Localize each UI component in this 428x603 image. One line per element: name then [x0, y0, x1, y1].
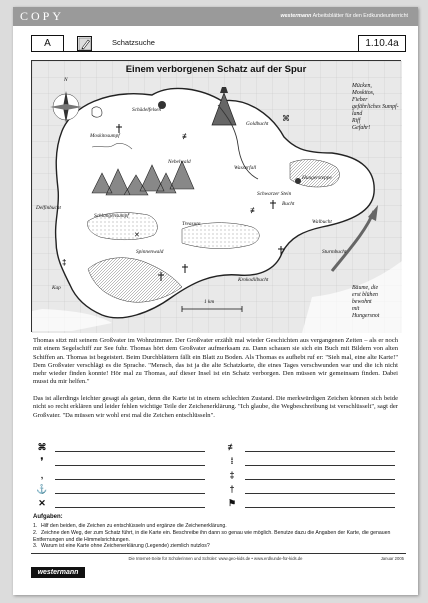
- map-symbol-icon: ❜: [40, 456, 44, 466]
- story-paragraph-2: Das ist allerdings leichter gesagt als getan, denn die Karte ist in einem schlechten Zustand. Die merkwürdigen Zeichen können sich beide nicht so recht erklären und leider fehlen wichtige Teile der Zeichenerklärung. "Ich glaube, die Wegbeschreibung ist verschlüsselt", sagt der Großvater. "Da müssen wir wohl erst mal die Zeichen entschlüsseln".: [33, 395, 398, 419]
- svg-text:≢: ≢: [182, 132, 190, 141]
- place-mist-forest: Nebelwald: [168, 159, 191, 165]
- task-number: 1.: [33, 523, 38, 529]
- series-name: Arbeitsblätter für den Erdkundeunterricht: [312, 13, 408, 19]
- westermann-logo: westermann: [31, 567, 85, 578]
- answer-line[interactable]: [245, 493, 395, 494]
- place-hungry-steppe: Hungersteppe: [302, 175, 332, 181]
- level-box: A: [31, 35, 64, 52]
- answer-line[interactable]: [245, 451, 395, 452]
- legend-top-line: Gefahr!: [352, 125, 371, 131]
- place-treasure-mark: Treasure: [182, 221, 201, 227]
- answer-line[interactable]: [245, 507, 395, 508]
- place-cape: Kap: [52, 285, 61, 291]
- symbol-row: [35, 441, 205, 455]
- place-black-stone: Schwarzer Stein: [257, 191, 292, 197]
- answer-line[interactable]: [245, 479, 395, 480]
- map-symbol-icon: ⁞: [230, 456, 234, 466]
- map-symbol-icon: ‚: [40, 470, 44, 480]
- map-legend-top: [352, 83, 399, 132]
- symbol-row: [225, 469, 395, 483]
- footer-date: Januar 2005: [380, 556, 404, 561]
- sheet-number: 1.10.4a: [358, 35, 406, 52]
- legend-bottom-line: mit: [352, 306, 360, 312]
- symbol-row: [35, 469, 205, 483]
- legend-bottom-line: Bäume, die: [352, 285, 379, 291]
- svg-text:≢: ≢: [250, 206, 258, 215]
- task-item: [33, 530, 398, 543]
- place-crocodile-bay: Krokodilbucht: [238, 277, 269, 283]
- tasks-title: Aufgaben:: [33, 514, 63, 520]
- story-paragraph-1: Thomas sitzt mit seinem Großvater im Wohnzimmer. Der Großvater erzählt mal wieder Geschichten aus vergangenen Zeiten – als er noch mit einem Segelschiff zur See fuhr. Thomas hört dem Großvater aufmerksam zu. Dann schauen sie sich ein Buch mit Bildern von alten Schiffen an. Thomas ist begeistert. Beim Durchblättern fällt ein Blatt zu Boden. Als Thomas es aufhebt ruf er: "Sieh mal, eine alte Karte!" Dem Großvater verschlägt es die Sprache. "Mensch, das ist ja die alte Schatzkarte, die eines Tages verschwunden war und die ich nicht mehr wieder finden konnte! Hör mal zu Thomas, auf dieser Insel ist ein Schatz verborgen. Den müssen wir gemeinsam finden. Dabei musst du mir helfen.": [33, 337, 398, 386]
- publisher-line: [280, 13, 408, 19]
- legend-top-line: Riff: [352, 118, 361, 124]
- legend-top-line: Moskitos,: [352, 90, 375, 96]
- task-text: Hilf den beiden, die Zeichen zu entschlüsseln und ergänze die Zeichenerklärung.: [41, 523, 227, 529]
- answer-line[interactable]: [55, 493, 205, 494]
- task-number: 3.: [33, 543, 38, 549]
- legend-bottom-line: erst blühen: [352, 292, 378, 298]
- map-symbol-icon: ⚓: [36, 484, 48, 494]
- place-snake-swamp: Schlangensumpf: [94, 213, 129, 219]
- worksheet-page: [13, 7, 418, 595]
- pencil-icon: [77, 36, 92, 51]
- task-text: Warum ist eine Karte ohne Zeichenerklärung (Legende) ziemlich nutzlos?: [41, 543, 210, 549]
- map-legend-bottom: [352, 285, 379, 320]
- answer-line[interactable]: [55, 465, 205, 466]
- place-whale-bay: Walbucht: [312, 219, 332, 225]
- worksheet-header: [31, 35, 406, 52]
- treasure-map: [31, 60, 401, 332]
- map-symbol-icon: ‡: [229, 470, 235, 480]
- map-symbol-icon: ⚑: [227, 498, 237, 508]
- legend-top-line: gefährliches Sumpf-: [352, 104, 399, 110]
- symbol-row: [225, 455, 395, 469]
- answer-line[interactable]: [55, 507, 205, 508]
- map-drawing: [32, 61, 402, 333]
- place-spider-forest: Spinnenwald: [136, 249, 164, 255]
- map-symbol-icon: ≢: [227, 442, 237, 452]
- task-number: 2.: [33, 530, 38, 536]
- symbol-row: [35, 497, 205, 511]
- task-item: [33, 523, 398, 530]
- task-item: [33, 543, 398, 550]
- legend-bottom-line: bewohnt: [352, 299, 372, 305]
- place-skull-rock: Schädelfelsen: [132, 107, 162, 113]
- task-text: Zeichne den Weg, der zum Schatz führt, in die Karte ein. Beschreibe ihn dann so genau wie möglich. Benutze dazu die Angaben der Karte, die genauen Entfernungen und die Himmelsrichtungen.: [33, 530, 391, 543]
- place-storm-bay: Sturmbucht: [322, 249, 347, 255]
- legend-bottom-line: Hungersnot: [352, 313, 380, 319]
- answer-line[interactable]: [55, 451, 205, 452]
- scale-label: 1 km: [204, 299, 215, 305]
- map-title: Einem verborgenen Schatz auf der Spur: [125, 64, 307, 75]
- symbol-row: [35, 455, 205, 469]
- legend-top-line: land: [352, 111, 363, 117]
- map-symbol-icon: ⌘: [37, 442, 47, 452]
- place-dolphin-bay: Delfinbucht: [36, 205, 62, 211]
- place-mosquito-swamp: Moskitosumpf: [90, 133, 120, 139]
- legend-top-line: Mücken,: [352, 83, 372, 89]
- svg-text:✕: ✕: [134, 232, 140, 239]
- map-symbol-icon: †: [229, 484, 235, 494]
- legend-top-line: Fieber: [352, 97, 368, 103]
- place-gold-bay: Goldbucht: [246, 121, 269, 127]
- place-bay: Bucht: [282, 201, 295, 207]
- footer-links: Die Internet-Seite für Schülerinnen und Schüler: www.geo-kids.de • www.erdkunde-für-kids.de: [128, 556, 303, 561]
- place-waterfall: Wasserfall: [234, 165, 257, 171]
- answer-line[interactable]: [55, 479, 205, 480]
- publisher-name: westermann: [280, 13, 312, 19]
- svg-text:‡: ‡: [62, 258, 67, 267]
- svg-text:⌘: ⌘: [282, 114, 290, 123]
- copy-strip: [13, 7, 418, 26]
- copy-label: COPY: [20, 9, 65, 23]
- symbol-row: [225, 483, 395, 497]
- answer-line[interactable]: [245, 465, 395, 466]
- symbol-row: [35, 483, 205, 497]
- compass-north-label: N: [64, 77, 68, 83]
- map-symbol-icon: ✕: [38, 498, 46, 508]
- symbol-row: [225, 497, 395, 511]
- topic-title: Schatzsuche: [112, 38, 155, 47]
- symbol-row: [225, 441, 395, 455]
- footer-divider: [31, 553, 406, 554]
